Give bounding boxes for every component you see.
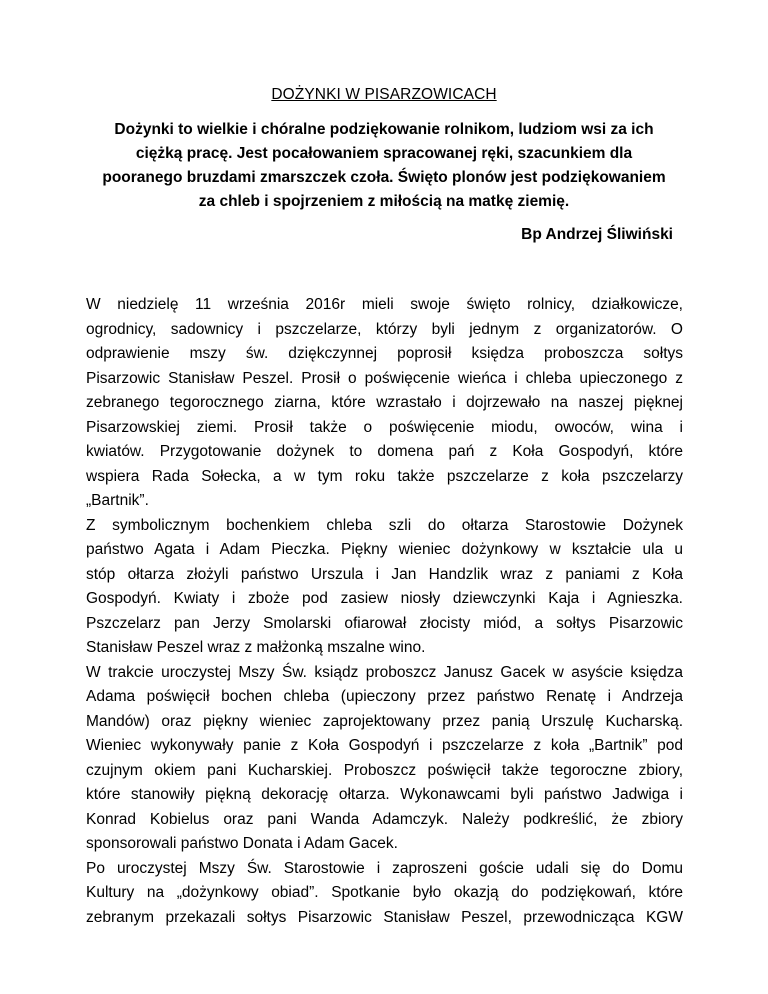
body-line: wspiera Rada Sołecka, a w tym roku także pszczelarze z koła pszczelarzy — [86, 467, 683, 485]
body-line: ogrodnicy, sadownicy i pszczelarze, którzy byli jednym z organizatorów. O — [86, 320, 683, 338]
body-line: Konrad Kobielus oraz pani Wanda Adamczyk. Należy podkreślić, że zbiory — [86, 810, 683, 828]
body-line: Adama poświęcił bochen chleba (upieczony przez państwo Renatę i Andrzeja — [86, 688, 683, 705]
body-line: sponsorowali państwo Donata i Adam Gacek. — [86, 835, 398, 852]
quote-line: pooranego bruzdami zmarszczek czoła. Święto plonów jest podziękowaniem — [102, 169, 666, 186]
article-body — [86, 293, 683, 930]
body-line: państwo Agata i Adam Pieczka. Piękny wieniec dożynkowy w kształcie ula u — [86, 541, 683, 558]
document-title: DOŻYNKI W PISARZOWICACH — [271, 86, 497, 103]
body-line: kwiatów. Przygotowanie dożynek to domena pań z Koła Gospodyń, które — [86, 443, 683, 460]
body-line: Po uroczystej Mszy Św. Starostowie i zaproszeni goście udali się do Domu — [86, 859, 683, 877]
body-line: Gospodyń. Kwiaty i zboże pod zasiew niosły dziewczynki Kaja i Agnieszka. — [86, 590, 683, 607]
body-line: Pisarzowskiej ziemi. Prosił także o poświęcenie miodu, owoców, wina i — [86, 418, 683, 436]
body-line: które stanowiły piękną dekorację ołtarza. Wykonawcami byli państwo Jadwiga i — [86, 786, 683, 803]
body-line: Kultury na „dożynkowy obiad”. Spotkanie było okazją do podziękowań, które — [86, 884, 683, 901]
body-line: zebranego tegorocznego ziarna, które wzrastało i dojrzewało na naszej pięknej — [86, 394, 683, 411]
body-line: Pisarzowic Stanisław Peszel. Prosił o poświęcenie wieńca i chleba upieczonego z — [86, 369, 683, 387]
quote-line: za chleb i spojrzeniem z miłością na matkę ziemię. — [198, 193, 570, 210]
body-line: czujnym okiem pani Kucharskiej. Proboszcz poświęcił także tegoroczne zbiory, — [86, 761, 683, 779]
body-line: Mandów) oraz piękny wieniec zaprojektowany przez panią Urszulę Kucharską. — [86, 712, 683, 730]
body-line: Z symbolicznym bochenkiem chleba szli do ołtarza Starostowie Dożynek — [86, 516, 683, 534]
body-line: Stanisław Peszel wraz z małżonką mszalne wino. — [86, 639, 426, 656]
body-line: W niedzielę 11 września 2016r mieli swoje święto rolnicy, działkowicze, — [86, 296, 683, 313]
body-line: W trakcie uroczystej Mszy Św. ksiądz proboszcz Janusz Gacek w asyście księdza — [86, 663, 683, 681]
body-line: zebranym przekazali sołtys Pisarzowic Stanisław Peszel, przewodnicząca KGW — [86, 908, 683, 926]
quote-line: Dożynki to wielkie i chóralne podziękowanie rolnikom, ludziom wsi za ich — [114, 121, 654, 138]
body-line: Pszczelarz pan Jerzy Smolarski ofiarował złocisty miód, a sołtys Pisarzowic — [86, 614, 683, 632]
body-line: odprawienie mszy św. dziękczynnej poprosił księdza proboszcza sołtys — [86, 345, 683, 362]
body-line: stóp ołtarza złożyli państwo Urszula i Jan Handzlik wraz z paniami z Koła — [86, 565, 683, 583]
quote-author: Bp Andrzej Śliwiński — [521, 226, 673, 243]
body-line: „Bartnik”. — [86, 492, 149, 509]
quote-line: ciężką pracę. Jest pocałowaniem spracowanej ręki, szacunkiem dla — [135, 145, 633, 162]
epigraph-quote — [96, 118, 672, 214]
body-line: Wieniec wykonywały panie z Koła Gospodyń i pszczelarze z koła „Bartnik” pod — [86, 737, 683, 754]
